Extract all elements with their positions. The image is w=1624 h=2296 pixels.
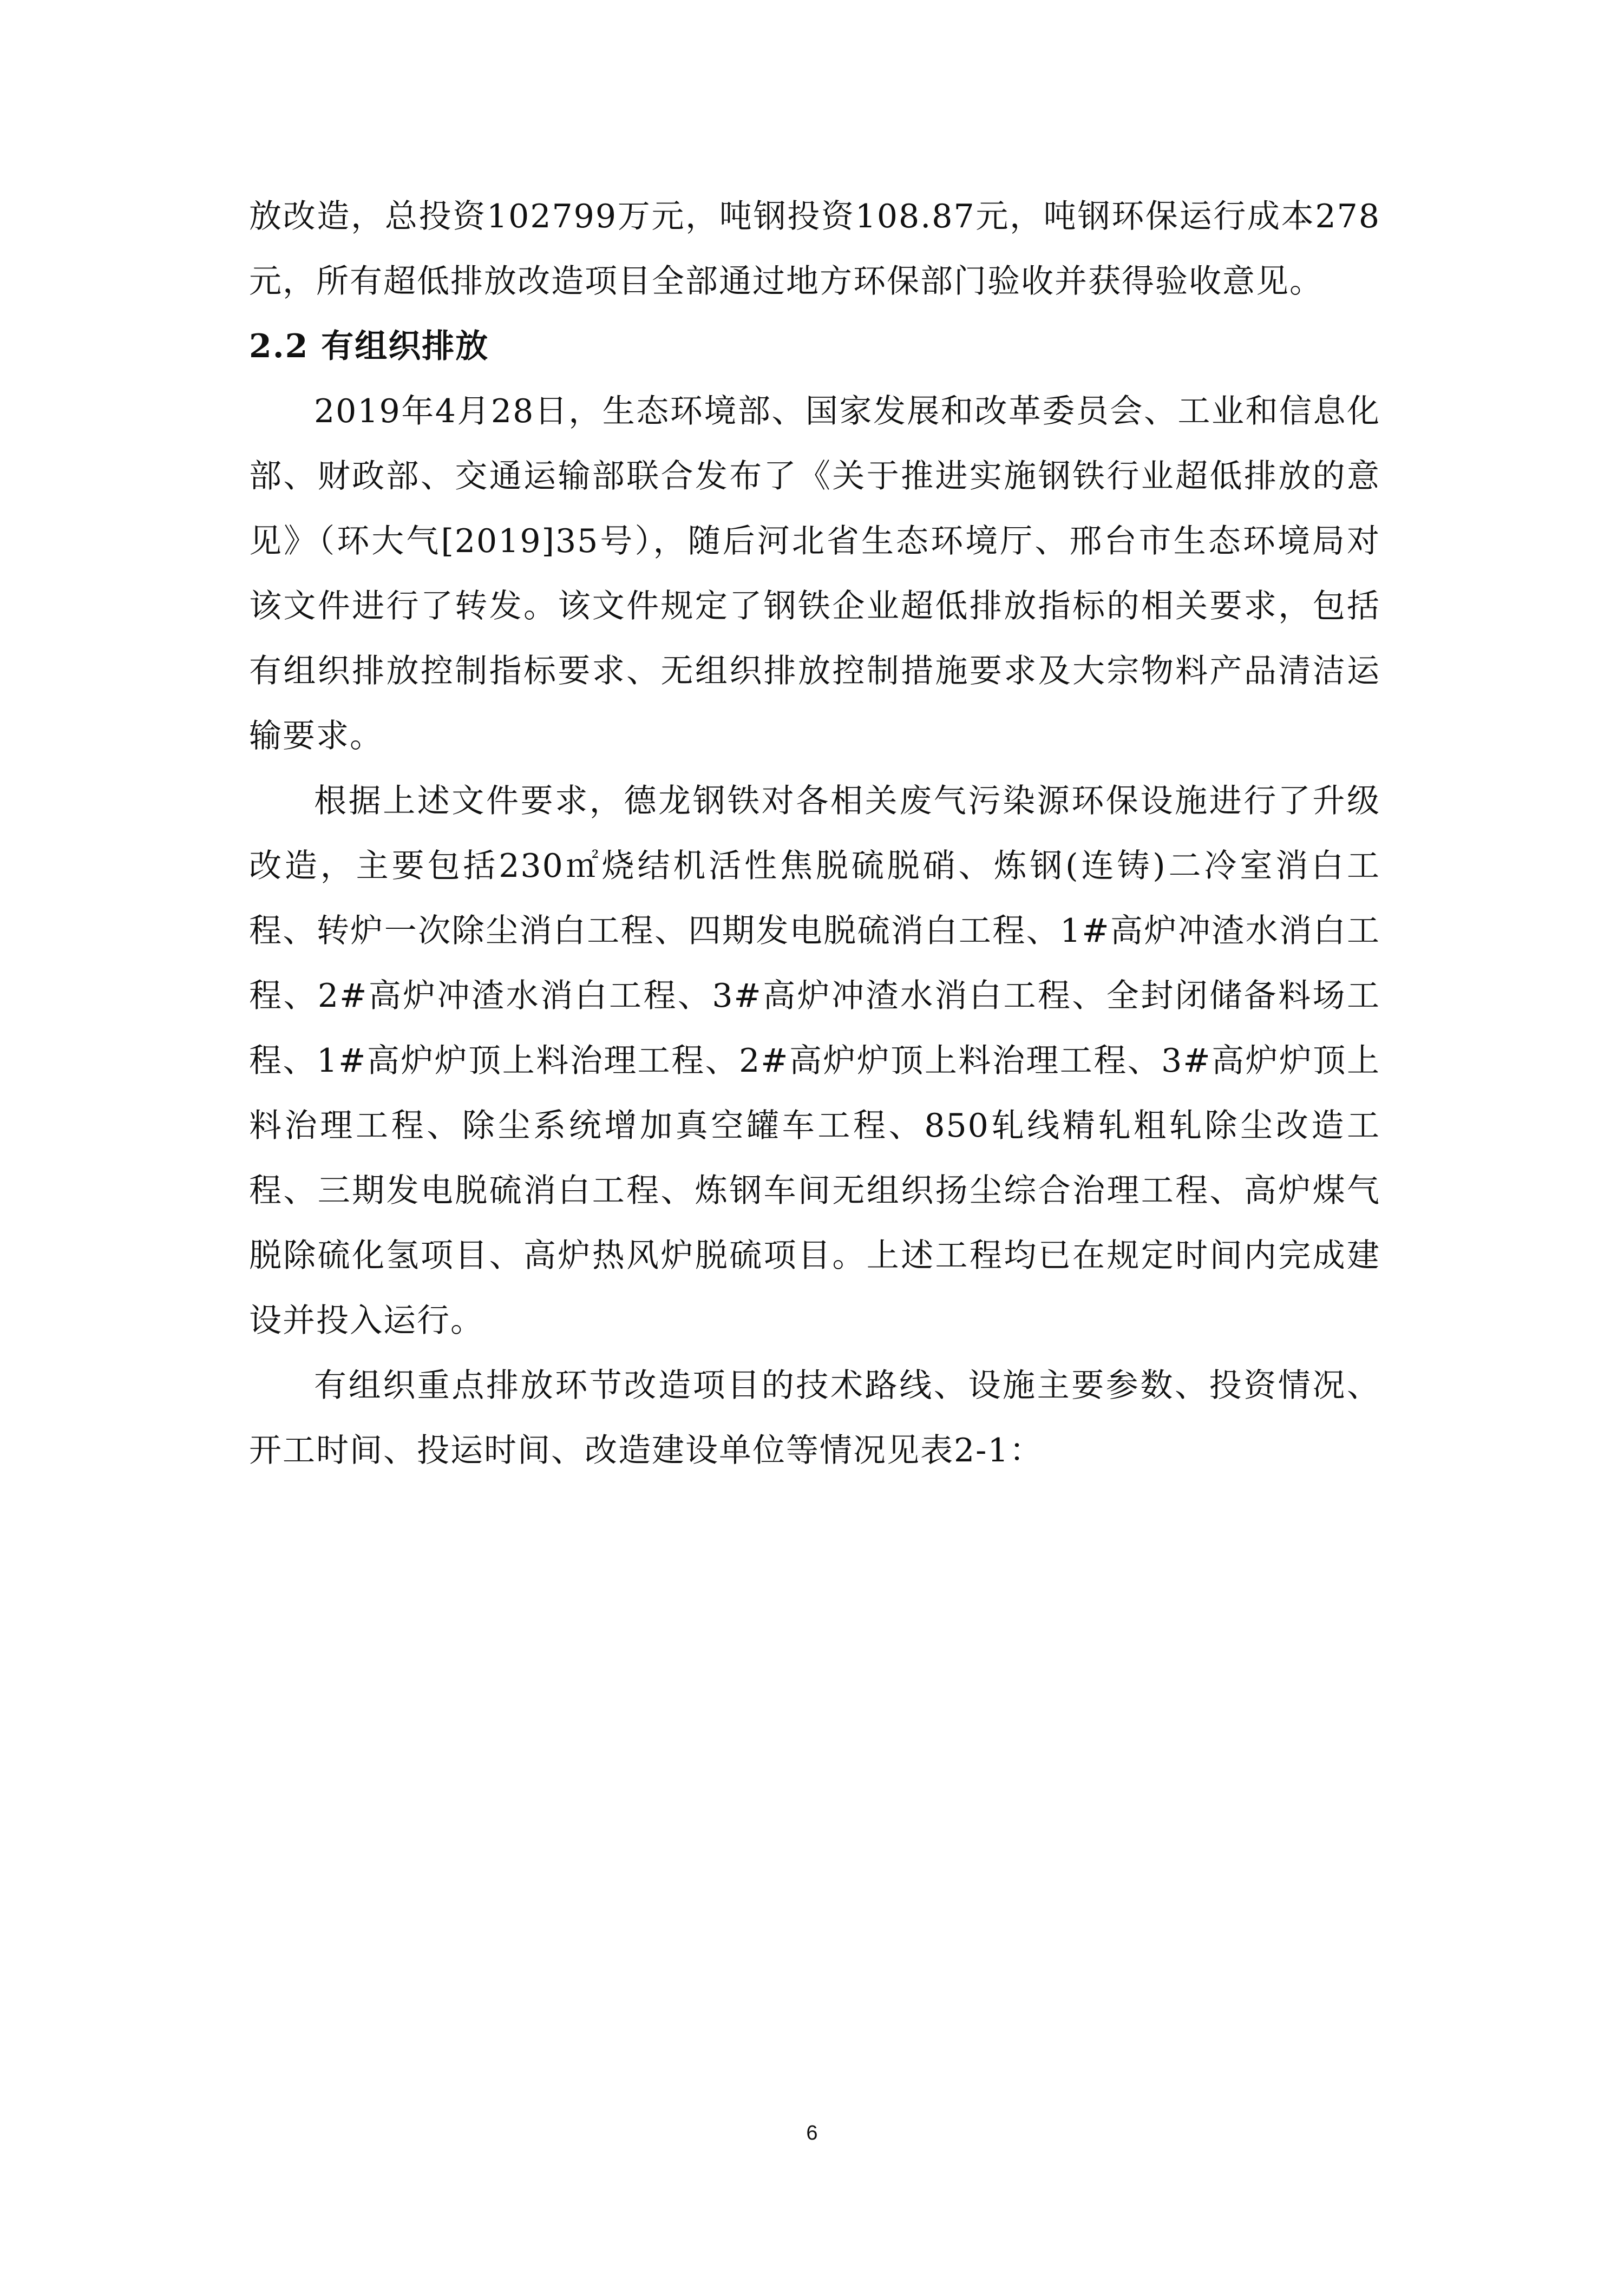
section-heading: 2.2 有组织排放: [249, 327, 489, 365]
continuation-paragraph: 放改造，总投资102799万元，吨钢投资108.87元，吨钢环保运行成本278元，所有超低排放改造项目全部通过地方环保部门验收并获得验收意见。: [249, 198, 1380, 300]
page-number: 6: [806, 2122, 818, 2144]
paragraph-projects: 根据上述文件要求，德龙钢铁对各相关废气污染源环保设施进行了升级改造，主要包括230㎡烧结机活性焦脱硫脱硝、炼钢(连铸)二冷室消白工程、转炉一次除尘消白工程、四期发电脱硫消白工程、1#高炉冲渣水消白工程、2#高炉冲渣水消白工程、3#高炉冲渣水消白工程、全封闭储备料场工程、1#高炉炉顶上料治理工程、2#高炉炉顶上料治理工程、3#高炉炉顶上料治理工程、除尘系统增加真空罐车工程、850轧线精轧粗轧除尘改造工程、三期发电脱硫消白工程、炼钢车间无组织扬尘综合治理工程、高炉煤气脱除硫化氢项目、高炉热风炉脱硫项目。上述工程均已在规定时间内完成建设并投入运行。: [249, 782, 1380, 1340]
paragraph-table-reference: 有组织重点排放环节改造项目的技术路线、设施主要参数、投资情况、开工时间、投运时间、改造建设单位等情况见表2-1：: [249, 1367, 1380, 1470]
body-text: [249, 184, 1380, 1483]
paragraph-policy: 2019年4月28日，生态环境部、国家发展和改革委员会、工业和信息化部、财政部、交通运输部联合发布了《关于推进实施钢铁行业超低排放的意见》（环大气[2019]35号），随后河北省生态环境厅、邢台市生态环境局对该文件进行了转发。该文件规定了钢铁企业超低排放指标的相关要求，包括有组织排放控制指标要求、无组织排放控制措施要求及大宗物料产品清洁运输要求。: [249, 392, 1380, 755]
